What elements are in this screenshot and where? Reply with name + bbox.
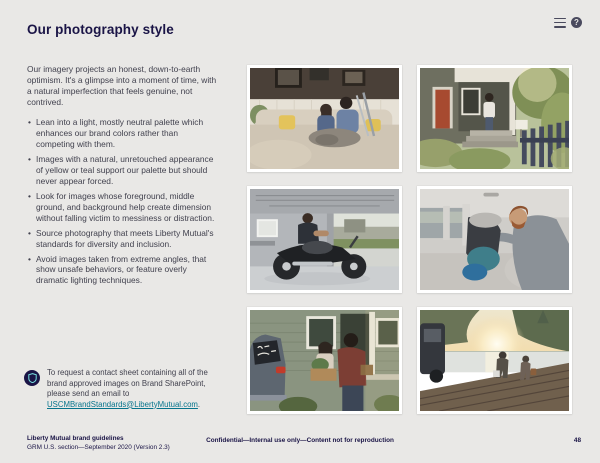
contact-note bbox=[24, 368, 220, 410]
intro-paragraph: Our imagery projects an honest, down-to-earth optimism. It's a glimpse into a moment of time, with a natural imperfection that feels genuine, not contrived. bbox=[27, 64, 217, 108]
note-text-before: To request a contact sheet containing all of the brand approved images on Brand SharePoint, please send an email to bbox=[47, 368, 208, 399]
footer-version: GRM U.S. section—September 2020 (Version 2.3) bbox=[27, 444, 170, 452]
footer-page-number: 48 bbox=[573, 437, 581, 444]
guideline-item: • Avoid images taken from extreme angles, that show unsafe behaviors, or feature overly dramatic lighting techniques. bbox=[27, 254, 217, 287]
guideline-item: • Images with a natural, unretouched appearance of yellow or teal support our palette but should never appear forced. bbox=[27, 154, 217, 187]
photo-motorcycle-garage bbox=[247, 186, 402, 293]
guideline-list bbox=[27, 117, 217, 286]
guideline-item: • Look for images whose foreground, middle ground, and background help create dimension without falling victim to messiness or distraction. bbox=[27, 191, 217, 224]
photo-lake-dock-sunset bbox=[417, 307, 572, 414]
guideline-item: • Lean into a light, mostly neutral palette which enhances our brand colors rather than competing with them. bbox=[27, 117, 217, 150]
footer-confidential: Confidential—Internal use only—Content not for reproduction bbox=[206, 437, 394, 444]
header-icons bbox=[554, 17, 582, 28]
contact-note-text bbox=[47, 368, 220, 410]
photo-just-married-move-in bbox=[247, 307, 402, 414]
page-title: Our photography style bbox=[27, 22, 174, 37]
shield-icon bbox=[24, 370, 40, 386]
photo-car-seat-install bbox=[417, 186, 572, 293]
menu-icon[interactable] bbox=[554, 18, 566, 28]
photo-house-porch bbox=[417, 65, 572, 172]
email-link[interactable]: USCMBrandStandards@LibertyMutual.com bbox=[47, 399, 198, 409]
note-text-after: . bbox=[197, 399, 201, 409]
photo-grid bbox=[247, 65, 572, 414]
intro-column bbox=[27, 64, 217, 290]
photo-family-couch bbox=[247, 65, 402, 172]
help-icon[interactable]: ? bbox=[571, 17, 582, 28]
footer-brand-title: Liberty Mutual brand guidelines bbox=[27, 435, 124, 442]
guideline-item: • Source photography that meets Liberty Mutual's standards for diversity and inclusion. bbox=[27, 228, 217, 250]
